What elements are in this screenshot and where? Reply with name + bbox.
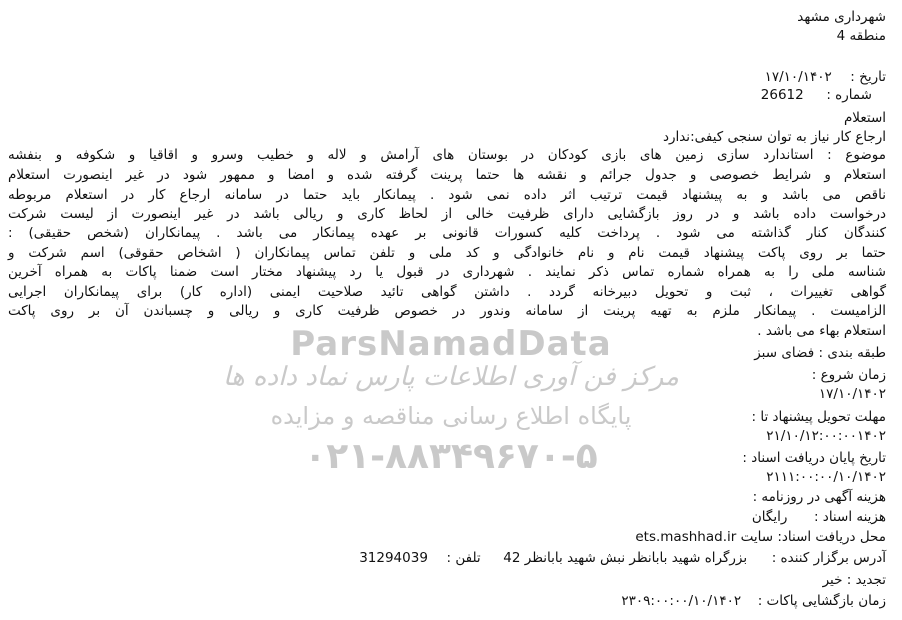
doc-cost-label: هزینه اسناد : [813, 509, 886, 525]
number-label: شماره : [826, 87, 872, 103]
subject-line: استعلام بهاء می باشد . [757, 323, 886, 339]
start-value-row [8, 385, 886, 403]
org-name: شهرداری مشهد [797, 9, 886, 25]
doc-cost-value: رایگان [751, 509, 788, 525]
start-value: ۱۷/۱۰/۱۴۰۲ [818, 386, 886, 402]
phone-value: 31294039 [359, 550, 428, 566]
renewal-row [8, 571, 886, 589]
doc-end-value-row [8, 468, 886, 486]
deadline-value-row [8, 427, 886, 445]
opening-value: ۲۳۰۹:۰۰:۰۰/۱۰/۱۴۰۲ [621, 593, 742, 609]
subject-line: گواهی تغییرات ، ثبت و تحویل دبیرخانه گردد . داشتن گواهی تائید صلاحیت ایمنی (اداره کار) برای پیمانکاران اجرایی [8, 284, 886, 300]
region-name: منطقه 4 [836, 28, 886, 44]
watermark-line-1: مرکز فن آوری اطلاعات پارس نماد داده ها [223, 362, 679, 392]
category-value: فضای سبز [754, 345, 815, 361]
watermark-phone: ۰۲۱-۸۸۳۴۹۶۷۰-۵ [304, 436, 598, 477]
renewal-value: خیر [822, 572, 843, 588]
subject-line: موضوع : استاندارد سازی زمین های بازی کودکان در بوستان های آرامش و لاله و خطیب وسرو و اقاقیا و شکوفه و بنفشه [8, 147, 886, 163]
watermark-brand: ParsNamadData [290, 324, 612, 364]
category-label: طبقه بندی : [818, 345, 886, 361]
subject-line: ناقص می باشد و به پیشنهاد قیمت ترتیب اثر داده نمی شود . پیمانکار باید حتما در سامانه ارجاع کار در استعلام مربوطه [8, 187, 886, 203]
address-row [8, 549, 886, 567]
doc-place-link[interactable]: ets.mashhad.ir [635, 529, 737, 545]
number-row [8, 86, 872, 104]
ad-cost-label: هزینه آگهی در روزنامه : [752, 489, 886, 505]
doc-place-label: محل دریافت اسناد: سایت [740, 529, 886, 545]
referral-note: ارجاع کار نیاز به توان سنجی کیفی:ندارد [662, 129, 886, 145]
doc-place-row [8, 528, 886, 546]
doc-type: استعلام [843, 110, 886, 126]
date-value: ۱۷/۱۰/۱۴۰۲ [764, 69, 832, 85]
watermark-line-2: پایگاه اطلاع رسانی مناقصه و مزایده [270, 402, 632, 430]
doc-end-label: تاریخ پایان دریافت اسناد : [742, 450, 886, 466]
doc-end-value: ۲۱۱۱:۰۰:۰۰/۱۰/۱۴۰۲ [766, 469, 886, 485]
subject-line: شناسه ملی را به همراه شماره تماس ذکر نمایند . شهرداری در قبول یا رد پیشنهاد مختار است ضمنا پاکات به همراه آخرین [8, 264, 886, 280]
renewal-label: تجدید : [846, 572, 886, 588]
subject-line: حتما بر روی پاکت پیشنهاد قیمت نام و نام خانوادگی و کد ملی و تلفن تماس پیمانکاران ( اشخاص حقوقی) اسم شرکت و [8, 245, 886, 261]
doc-cost-row [8, 508, 886, 526]
opening-label: زمان بازگشایی پاکات : [757, 593, 886, 609]
subject-line: الزامیست . پیمانکار ملزم به تهیه پرینت از سامانه وندور در خصوص ظرفیت کاری و ریالی و چسباندن آن بر روی پاکت [8, 303, 886, 319]
subject-line: استعلام و شرایط خصوصی و جدول جرائم و نقشه ها حتما پرینت گرفته شده و امضا و ممهور شود در غیر اینصورت استعلام [8, 167, 886, 183]
date-row [8, 68, 886, 86]
number-value: 26612 [760, 87, 804, 103]
subject-line: درخواست داده باشد و در روز بازگشایی دارای ظرفیت خالی از لحاظ کاری و ریالی باشد در غیر اینصورت از لیست شرکت [8, 206, 886, 222]
phone-label: تلفن : [446, 550, 481, 566]
deadline-label: مهلت تحویل پیشنهاد تا : [751, 409, 886, 425]
date-label: تاریخ : [850, 69, 886, 85]
address-label: آدرس برگزار کننده : [771, 550, 886, 566]
subject-line: کنندگان کنار گذاشته می شود . پرداخت کلیه کسورات قانونی بر عهده پیمانکار می باشد . پیمانکاران (شخص حقیقی) : [8, 225, 886, 241]
deadline-value: ۲۱/۱۰/۱۲:۰۰:۰۰۱۴۰۲ [766, 428, 886, 444]
start-label: زمان شروع : [811, 367, 886, 383]
opening-row [8, 592, 886, 610]
category-row [8, 344, 886, 362]
address-value: بزرگراه شهید بابانظر نبش شهید بابانظر 42 [503, 550, 748, 566]
